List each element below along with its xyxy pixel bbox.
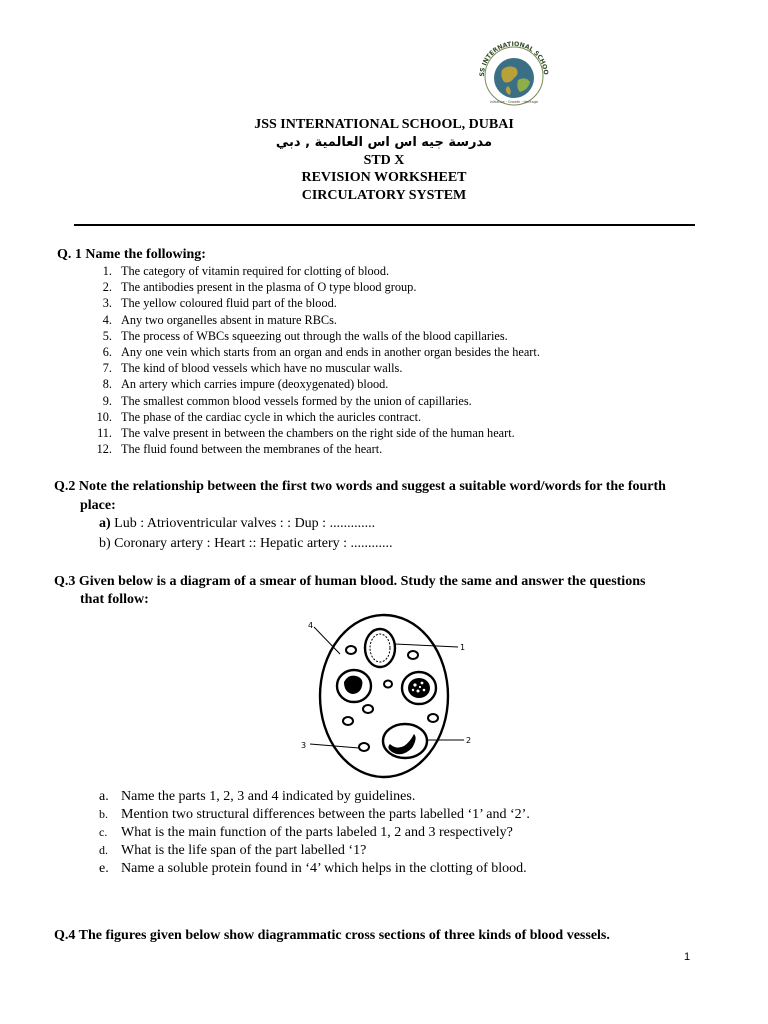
diagram-label-4: 4 xyxy=(308,621,314,630)
list-item: 6. Any one vein which starts from an organ and ends in another organ besides the heart. xyxy=(102,345,540,360)
q3-title-line1: Q.3 Given below is a diagram of a smear of human blood. Study the same and answer the questions xyxy=(54,574,646,589)
list-item: 12. The fluid found between the membranes of the heart. xyxy=(96,442,383,457)
list-item: 3. The yellow coloured fluid part of the blood. xyxy=(102,296,337,311)
list-item: e. Name a soluble protein found in ‘4’ which helps in the clotting of blood. xyxy=(99,860,527,876)
q1-list xyxy=(90,263,540,457)
diagram-label-1: 1 xyxy=(460,643,466,652)
blood-smear-diagram xyxy=(296,610,476,782)
logo-motto: Initiative · Growth · Heritage xyxy=(489,100,539,104)
logo-ring-text: SS INTERNATIONAL SCHOO xyxy=(478,40,550,77)
list-item: 1. The category of vitamin required for clotting of blood. xyxy=(102,264,390,278)
list-item: 4. Any two organelles absent in mature RBCs. xyxy=(102,312,337,327)
q4-title: Q.4 The figures given below show diagrammatic cross sections of three kinds of blood vessels. xyxy=(54,928,610,943)
page-number: 1 xyxy=(684,951,691,963)
diagram-label-2: 2 xyxy=(466,736,472,745)
list-item: 2. The antibodies present in the plasma of O type blood group. xyxy=(102,280,417,295)
worksheet-title: REVISION WORKSHEET xyxy=(301,170,467,186)
diagram-label-3: 3 xyxy=(301,741,307,750)
q3-title-line2: that follow: xyxy=(80,592,149,607)
q2-title-line1: Q.2 Note the relationship between the first two words and suggest a suitable word/words for the fourth xyxy=(54,479,666,494)
topic-title: CIRCULATORY SYSTEM xyxy=(301,188,467,204)
standard-label: STD X xyxy=(363,152,405,168)
document-header xyxy=(0,116,768,205)
q3-list xyxy=(99,788,530,878)
school-name: JSS INTERNATIONAL SCHOOL, DUBAI xyxy=(254,117,514,132)
list-item: a. Name the parts 1, 2, 3 and 4 indicated by guidelines. xyxy=(99,789,416,804)
list-item: 10. The phase of the cardiac cycle in which the auricles contract. xyxy=(96,409,422,424)
list-item: 8. An artery which carries impure (deoxygenated) blood. xyxy=(102,377,389,392)
school-logo xyxy=(470,40,558,106)
header-divider xyxy=(74,224,695,226)
q2-title-line2: place: xyxy=(80,498,116,513)
list-item: d. What is the life span of the part labelled ‘1? xyxy=(99,842,367,858)
list-item: 7. The kind of blood vessels which have no muscular walls. xyxy=(102,361,403,376)
list-item: 9. The smallest common blood vessels formed by the union of capillaries. xyxy=(102,393,472,408)
list-item: c. What is the main function of the parts labeled 1, 2 and 3 respectively? xyxy=(99,824,513,840)
cell-3 xyxy=(359,743,369,751)
q1-title: Q. 1 Name the following: xyxy=(57,247,206,262)
list-item: 11. The valve present in between the chambers on the right side of the human heart. xyxy=(97,426,515,441)
q2-item-b: b) Coronary artery : Heart :: Hepatic artery : ............ xyxy=(99,536,393,551)
list-item: 5. The process of WBCs squeezing out through the walls of the blood capillaries. xyxy=(102,328,508,343)
school-name-arabic: مدرسة جيه اس اس العالمية , دبي xyxy=(275,134,493,150)
q2-item-a: a) Lub : Atrioventricular valves : : Dup : ............. xyxy=(99,516,376,531)
list-item: b. Mention two structural differences between the parts labelled ‘1’ and ‘2’. xyxy=(99,806,530,822)
